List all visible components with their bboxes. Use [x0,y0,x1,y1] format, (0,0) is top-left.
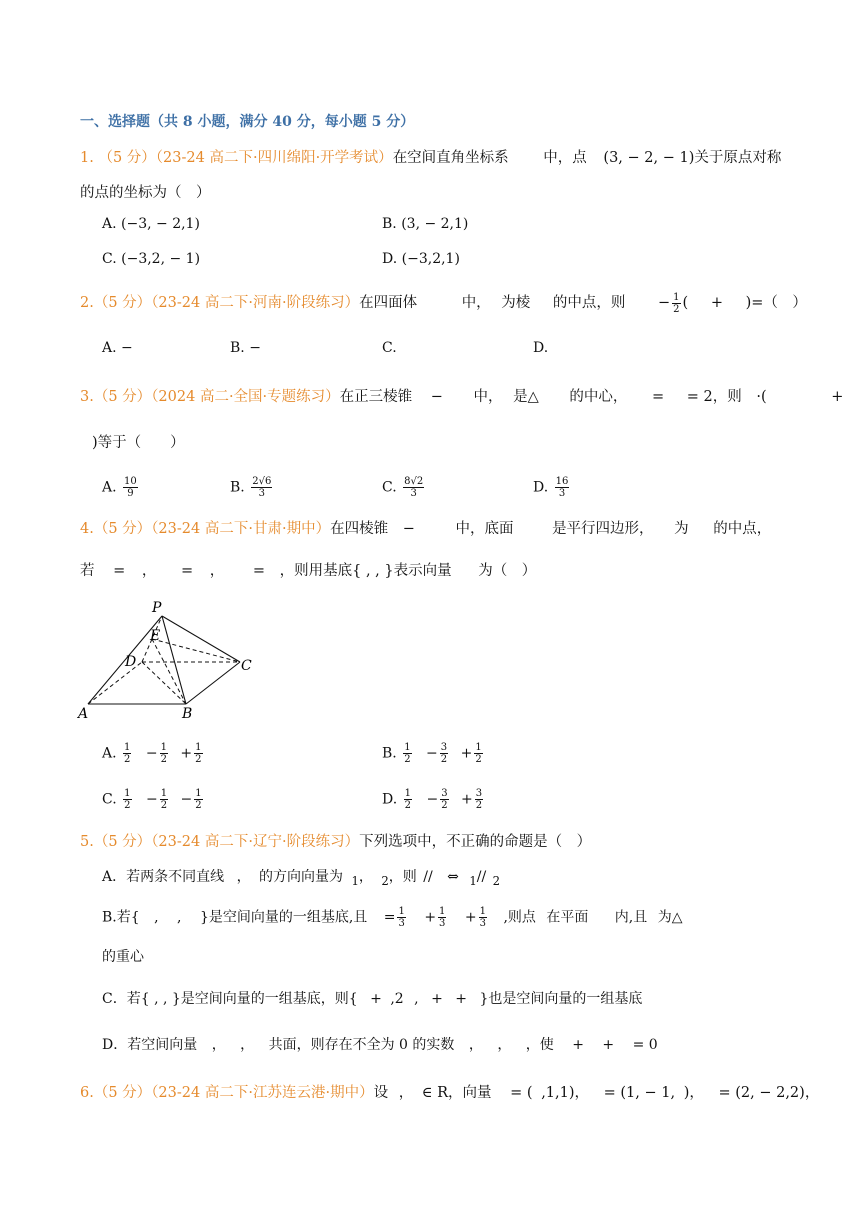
question-score: （5 分） [93,834,152,850]
option-a: A．若两条不同直线 ， 的方向向量为 $_1$， $_2$，则 // ⇔ $_1$// $_2$ [102,869,501,888]
option-c: C. [382,340,397,356]
question-4-line2: 若 = ， = ， = ，则用基底{ , , }表示向量 为（ ） [80,563,537,579]
question-number: 4. [80,521,94,537]
label-b: B [182,706,193,722]
label-p: P [152,600,162,616]
label-a: A [78,706,89,722]
question-number: 6. [80,1085,94,1101]
option-c: C. $\frac{1}{2}$ − $\frac{1}{2}$ − $\frac{1}{2}$ [102,788,202,811]
question-score: （5 分） [93,1085,152,1101]
question-1-line1 [80,146,781,167]
option-b: B. $\frac{1}{2}$ − $\frac{3}{2}$ + $\frac{1}{2}$ [382,742,482,765]
option-a: A. − [102,340,133,356]
question-number: 5. [80,834,94,850]
question-source: （23-24 高二下·四川绵阳·开学考试） [155,150,393,166]
question-3-line2: )等于（ ） [92,435,185,451]
fraction: $\frac{1}{2}$ [673,291,680,315]
edge-db [142,662,186,704]
option-c: C. $\frac{8√2}{3}$ [382,476,424,499]
question-score: （5 分） [93,295,152,311]
option-a: A. $\frac{10}{9}$ [102,476,137,499]
option-b: B. − [230,340,261,356]
option-c: C．若{ , , }是空间向量的一组基底，则{ + ,2 , + + }也是空间向量的一组基底 [102,991,643,1007]
question-2-line1: 2.（5 分）（23-24 高二下·河南·阶段练习）在四面体 中， 为棱 的中点，则 − $\frac{1}{2}$ ( + )=（ ） [80,291,807,315]
option-b: B. (3, − 2,1) [382,216,469,232]
label-d: D [125,654,137,670]
edge-eb [152,639,186,704]
question-score: （5 分） [93,521,152,537]
option-b: B. $\frac{2√6}{3}$ [230,476,272,499]
question-source: （23-24 高二下·辽宁·阶段练习） [151,834,360,850]
option-b-line2: 的重心 [102,949,144,965]
stem-text: 中，点 [543,150,587,166]
option-d: D. $\frac{1}{2}$ − $\frac{3}{2}$ + $\frac{3}{2}$ [382,788,483,811]
stem-text: (3, − 2, − 1)关于原点对称 [603,150,782,166]
question-score: （5 分） [93,389,152,405]
edge-bc [186,662,240,704]
question-4-line1: 4.（5 分）（23-24 高二下·甘肃·期中）在四棱锥 − 中，底面 是平行四边形， 为 的中点， [80,521,772,537]
question-1-line2: 的点的坐标为（ ） [80,185,211,201]
option-d: D. (−3,2,1) [382,251,460,267]
option-c: C. (−3,2, − 1) [102,251,201,267]
question-3-line1: 3.（5 分）（2024 高二·全国·专题练习）在正三棱锥 − 中， 是△ 的中心， = = 2，则 ·( + [80,389,844,405]
section-heading: 一、选择题（共 8 小题，满分 40 分，每小题 5 分） [80,114,415,130]
edge-pb [162,616,186,704]
option-d: D. $\frac{16}{3}$ [533,476,569,499]
question-6-line1: 6.（5 分）（23-24 高二下·江苏连云港·期中）设 ， ∈ R，向量 = ( ,1,1)， = (1, − 1, )， = (2, − 2,2)， [80,1085,820,1101]
option-b: B.若{ , , }是空间向量的一组基底,且 = $\frac{1}{3}$ + $\frac{1}{3}$ + $\frac{1}{3}$ ,则点 在平面 内,且 为△ [102,906,683,929]
question-source: （23-24 高二下·江苏连云港·期中） [151,1085,374,1101]
label-c: C [241,658,252,674]
option-a: A. $\frac{1}{2}$ − $\frac{1}{2}$ + $\frac{1}{2}$ [102,742,202,765]
question-number: 3. [80,389,94,405]
question-source: （23-24 高二下·甘肃·期中） [151,521,331,537]
label-e: E [150,628,161,644]
question-source: （2024 高二·全国·专题练习） [151,389,340,405]
question-source: （23-24 高二下·河南·阶段练习） [151,295,360,311]
edge-ec [152,639,240,662]
question-5-stem: 5.（5 分）（23-24 高二下·辽宁·阶段练习）下列选项中，不正确的命题是（ ） [80,834,592,850]
option-a: A. (−3, − 2,1) [102,216,200,232]
question-number: 2. [80,295,94,311]
stem-text: 在空间直角坐标系 [392,150,509,166]
edge-pc [162,616,240,662]
option-d: D．若空间向量 ， ， 共面，则存在不全为 0 的实数 ， ， ，使 + + = 0 [102,1037,658,1053]
option-d: D. [533,340,549,356]
question-score: （5 分） [98,150,156,166]
question-number: 1. [80,150,94,166]
pyramid-figure [76,596,266,726]
